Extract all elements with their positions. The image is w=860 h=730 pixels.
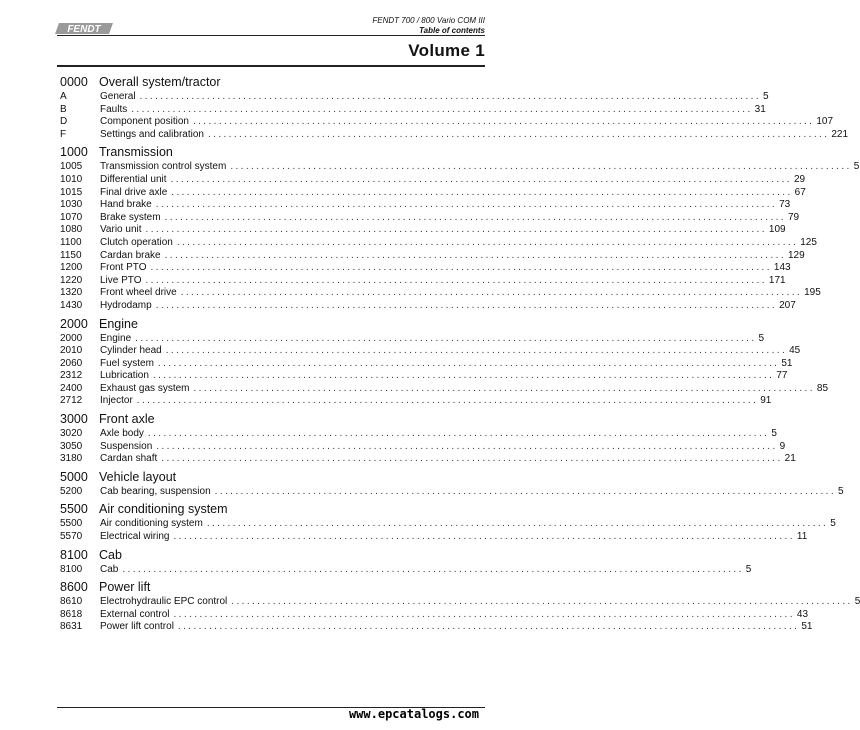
- toc-entry[interactable]: [60, 91, 769, 104]
- dot-leader: ........................................................................................................................: [157, 357, 780, 369]
- section-heading: [60, 317, 485, 333]
- section-title: Power lift: [99, 580, 151, 595]
- manual-title: FENDT 700 / 800 Vario COM III: [372, 16, 485, 25]
- entry-code: 5570: [60, 531, 83, 543]
- dot-leader: ........................................................................................................................: [155, 199, 778, 211]
- entry-title: Suspension: [100, 440, 153, 452]
- entry-page-number: 9: [779, 440, 786, 452]
- toc-entry[interactable]: [60, 332, 765, 346]
- entry-page-number: 51: [801, 621, 813, 633]
- dot-leader: ........................................................................................................................: [136, 395, 759, 407]
- dot-leader: ........................................................................................................................: [152, 370, 775, 382]
- entry-code: 3180: [60, 453, 83, 465]
- entry-page-number: 79: [787, 211, 800, 223]
- dot-leader: ........................................................................................................................: [192, 116, 815, 128]
- entry-code: 2000: [60, 332, 83, 344]
- entry-code: 3020: [60, 428, 83, 440]
- entry-title: Injector: [100, 395, 133, 407]
- entry-page-number: 107: [816, 116, 834, 128]
- entry-code: 1100: [60, 236, 82, 248]
- entry-page-number: 31: [754, 103, 766, 115]
- entry-code: 1015: [60, 186, 83, 198]
- dot-leader: ........................................................................................................................: [165, 345, 788, 357]
- toc-entry[interactable]: [60, 345, 801, 358]
- section-code: 3000: [60, 412, 88, 427]
- section-title: Air conditioning system: [99, 502, 228, 517]
- entry-title: Front wheel drive: [100, 287, 177, 299]
- section-heading: [60, 145, 485, 161]
- dot-leader: ........................................................................................................................: [145, 274, 767, 286]
- entry-code: 2400: [60, 382, 83, 394]
- section-code: 2000: [60, 316, 88, 331]
- toc-entry[interactable]: [60, 161, 860, 174]
- entry-title: Hydrodamp: [100, 299, 152, 311]
- entry-code: 5200: [60, 485, 83, 497]
- entry-title: Brake system: [100, 211, 161, 223]
- entry-title: General: [100, 91, 136, 102]
- toc-entry[interactable]: [60, 299, 796, 313]
- entry-code: 1150: [60, 249, 82, 261]
- entry-page-number: 29: [793, 173, 806, 185]
- toc-entry[interactable]: [60, 103, 766, 117]
- section-title: Engine: [99, 316, 138, 331]
- entry-page-number: 171: [768, 274, 786, 286]
- entry-code: 1030: [60, 199, 83, 211]
- entry-code: 1005: [60, 161, 83, 173]
- section-title: Vehicle layout: [99, 469, 177, 484]
- dot-leader: ........................................................................................................................: [170, 173, 792, 185]
- entry-code: 8610: [60, 596, 83, 608]
- entry-title: Hand brake: [100, 199, 152, 211]
- volume-title: Volume 1: [408, 41, 485, 60]
- entry-page-number: 5: [838, 485, 844, 497]
- header-rule: [57, 35, 485, 36]
- dot-leader: ........................................................................................................................: [206, 518, 829, 530]
- toc-entry[interactable]: [60, 621, 813, 634]
- entry-title: Engine: [100, 332, 132, 344]
- toc-entry[interactable]: [60, 596, 860, 609]
- toc-entry[interactable]: [60, 173, 806, 187]
- toc-entry[interactable]: [60, 224, 786, 237]
- entry-title: Cab: [100, 563, 119, 575]
- entry-page-number: 51: [781, 357, 793, 369]
- entry-code: 1070: [60, 211, 83, 223]
- entry-page-number: 11: [796, 531, 808, 543]
- entry-page-number: 109: [768, 224, 786, 236]
- dot-leader: ........................................................................................................................: [180, 287, 803, 299]
- entry-page-number: 5: [762, 91, 769, 102]
- toc-entry[interactable]: [60, 274, 786, 288]
- entry-page-number: 195: [804, 287, 821, 299]
- entry-title: Clutch operation: [100, 236, 173, 248]
- section-heading: [60, 412, 485, 428]
- entry-title: Electrohydraulic EPC control: [100, 596, 228, 608]
- section-code: 8600: [60, 580, 88, 595]
- section-title: Transmission: [99, 145, 173, 160]
- toc-entry[interactable]: [60, 485, 844, 499]
- entry-title: Component position: [100, 116, 189, 128]
- fendt-logo: [55, 22, 113, 35]
- entry-title: Fuel system: [100, 357, 154, 369]
- entry-page-number: 21: [784, 453, 796, 465]
- toc-entry[interactable]: [60, 262, 791, 275]
- entry-code: 1220: [60, 274, 83, 286]
- entry-page-number: 73: [779, 199, 791, 211]
- section-heading: [60, 470, 485, 486]
- entry-title: Transmission control system: [100, 161, 227, 173]
- section-title: Overall system/tractor: [99, 75, 221, 89]
- toc-entry[interactable]: [60, 453, 796, 466]
- entry-code: 2312: [60, 370, 83, 382]
- entry-title: Power lift control: [100, 621, 174, 633]
- entry-code: 1320: [60, 287, 83, 299]
- dot-leader: ........................................................................................................................: [122, 563, 744, 575]
- toc-entry[interactable]: [60, 128, 849, 142]
- entry-title: External control: [100, 608, 170, 620]
- entry-page-number: 77: [776, 370, 788, 382]
- entry-page-number: 5: [758, 332, 765, 344]
- dot-leader: ........................................................................................................................: [171, 186, 793, 198]
- entry-code: A: [60, 91, 67, 102]
- toc-entry[interactable]: [60, 440, 786, 454]
- entry-code: 8618: [60, 608, 83, 620]
- section-heading: [60, 580, 485, 596]
- toc-entry[interactable]: [60, 531, 808, 544]
- toc-entry[interactable]: [60, 395, 772, 408]
- dot-leader: ........................................................................................................................: [161, 453, 783, 465]
- footer-watermark: www.epcatalogs.com: [348, 707, 479, 721]
- dot-leader: ........................................................................................................................: [177, 621, 800, 633]
- toc-entry[interactable]: [60, 518, 836, 531]
- toc-entry[interactable]: [60, 563, 752, 577]
- toc-subtitle: Table of contents: [419, 26, 485, 35]
- entry-title: Electrical wiring: [100, 531, 170, 543]
- entry-title: Cylinder head: [100, 345, 162, 357]
- section-heading: [60, 548, 485, 564]
- dot-leader: ........................................................................................................................: [147, 428, 770, 440]
- entry-page-number: 143: [773, 262, 791, 274]
- toc-entry[interactable]: [60, 211, 800, 225]
- entry-code: 8631: [60, 621, 83, 633]
- document-header: [372, 16, 485, 36]
- entry-page-number: 45: [789, 345, 801, 357]
- entry-page-number: 207: [779, 299, 796, 311]
- dot-leader: ........................................................................................................................: [176, 236, 799, 248]
- entry-title: Front PTO: [100, 262, 147, 274]
- toc-entry[interactable]: [60, 186, 806, 200]
- entry-title: Faults: [100, 103, 128, 115]
- dot-leader: ........................................................................................................................: [145, 224, 767, 236]
- toc-entry[interactable]: [60, 428, 777, 441]
- section-code: 0000: [60, 75, 88, 89]
- section-title: Cab: [99, 547, 122, 562]
- entry-code: 2712: [60, 395, 83, 407]
- entry-code: 1010: [60, 173, 83, 185]
- entry-page-number: 221: [831, 128, 849, 140]
- toc-entry[interactable]: [60, 236, 817, 250]
- entry-page-number: 5: [854, 596, 860, 608]
- toc-entry[interactable]: [60, 357, 793, 371]
- dot-leader: ........................................................................................................................: [155, 299, 778, 311]
- entry-page-number: 5: [771, 428, 777, 440]
- dot-leader: ........................................................................................................................: [231, 596, 853, 608]
- dot-leader: ........................................................................................................................: [193, 382, 815, 394]
- entry-page-number: 91: [760, 395, 772, 407]
- section-code: 1000: [60, 145, 88, 160]
- entry-code: 1080: [60, 224, 83, 236]
- entry-code: F: [60, 128, 67, 140]
- dot-leader: ........................................................................................................................: [207, 128, 830, 140]
- dot-leader: ........................................................................................................................: [164, 249, 786, 261]
- dot-leader: ........................................................................................................................: [230, 161, 852, 173]
- dot-leader: ........................................................................................................................: [135, 332, 757, 344]
- volume-rule: [57, 65, 485, 67]
- toc-entry[interactable]: [60, 199, 791, 212]
- entry-code: 1430: [60, 299, 83, 311]
- entry-code: 2060: [60, 357, 83, 369]
- dot-leader: ........................................................................................................................: [131, 103, 753, 115]
- entry-code: 2010: [60, 345, 83, 357]
- toc-entry[interactable]: [60, 370, 788, 383]
- dot-leader: ........................................................................................................................: [139, 91, 761, 102]
- toc-entry[interactable]: [60, 287, 821, 300]
- entry-page-number: 5: [745, 563, 752, 575]
- entry-title: Cab bearing, suspension: [100, 485, 211, 497]
- dot-leader: ........................................................................................................................: [173, 531, 795, 543]
- entry-page-number: 67: [794, 186, 806, 198]
- logo-text: FENDT: [67, 24, 101, 35]
- entry-title: Air conditioning system: [100, 518, 203, 530]
- section-code: 5000: [60, 469, 88, 484]
- entry-page-number: 43: [796, 608, 809, 620]
- dot-leader: ........................................................................................................................: [156, 440, 778, 452]
- dot-leader: ........................................................................................................................: [214, 485, 837, 497]
- entry-title: Exhaust gas system: [100, 382, 190, 394]
- entry-title: Cardan shaft: [100, 453, 158, 465]
- toc-entry[interactable]: [60, 116, 834, 129]
- entry-page-number: 5: [853, 161, 860, 173]
- entry-title: Axle body: [100, 428, 144, 440]
- entry-title: Settings and calibration: [100, 128, 204, 140]
- toc-entry[interactable]: [60, 608, 809, 622]
- section-code: 8100: [60, 547, 88, 562]
- dot-leader: ........................................................................................................................: [150, 262, 772, 274]
- entry-code: 8100: [60, 563, 83, 575]
- entry-title: Differential unit: [100, 173, 167, 185]
- entry-page-number: 85: [816, 382, 829, 394]
- toc-entry[interactable]: [60, 382, 829, 396]
- entry-title: Final drive axle: [100, 186, 168, 198]
- entry-page-number: 129: [788, 249, 805, 261]
- entry-code: 1200: [60, 262, 83, 274]
- table-of-contents: [60, 75, 860, 634]
- section-heading: [60, 75, 485, 91]
- entry-title: Live PTO: [100, 274, 142, 286]
- entry-page-number: 5: [830, 518, 836, 530]
- entry-code: 5500: [60, 518, 83, 530]
- dot-leader: ........................................................................................................................: [173, 608, 795, 620]
- dot-leader: ........................................................................................................................: [164, 211, 786, 223]
- section-title: Front axle: [99, 412, 155, 427]
- entry-code: D: [60, 116, 68, 128]
- entry-page-number: 125: [800, 236, 817, 248]
- entry-code: 3050: [60, 440, 83, 452]
- entry-code: B: [60, 103, 67, 115]
- entry-title: Cardan brake: [100, 249, 161, 261]
- toc-entry[interactable]: [60, 249, 805, 263]
- section-code: 5500: [60, 502, 88, 517]
- section-heading: [60, 502, 485, 518]
- entry-title: Vario unit: [100, 224, 142, 236]
- entry-title: Lubrication: [100, 370, 149, 382]
